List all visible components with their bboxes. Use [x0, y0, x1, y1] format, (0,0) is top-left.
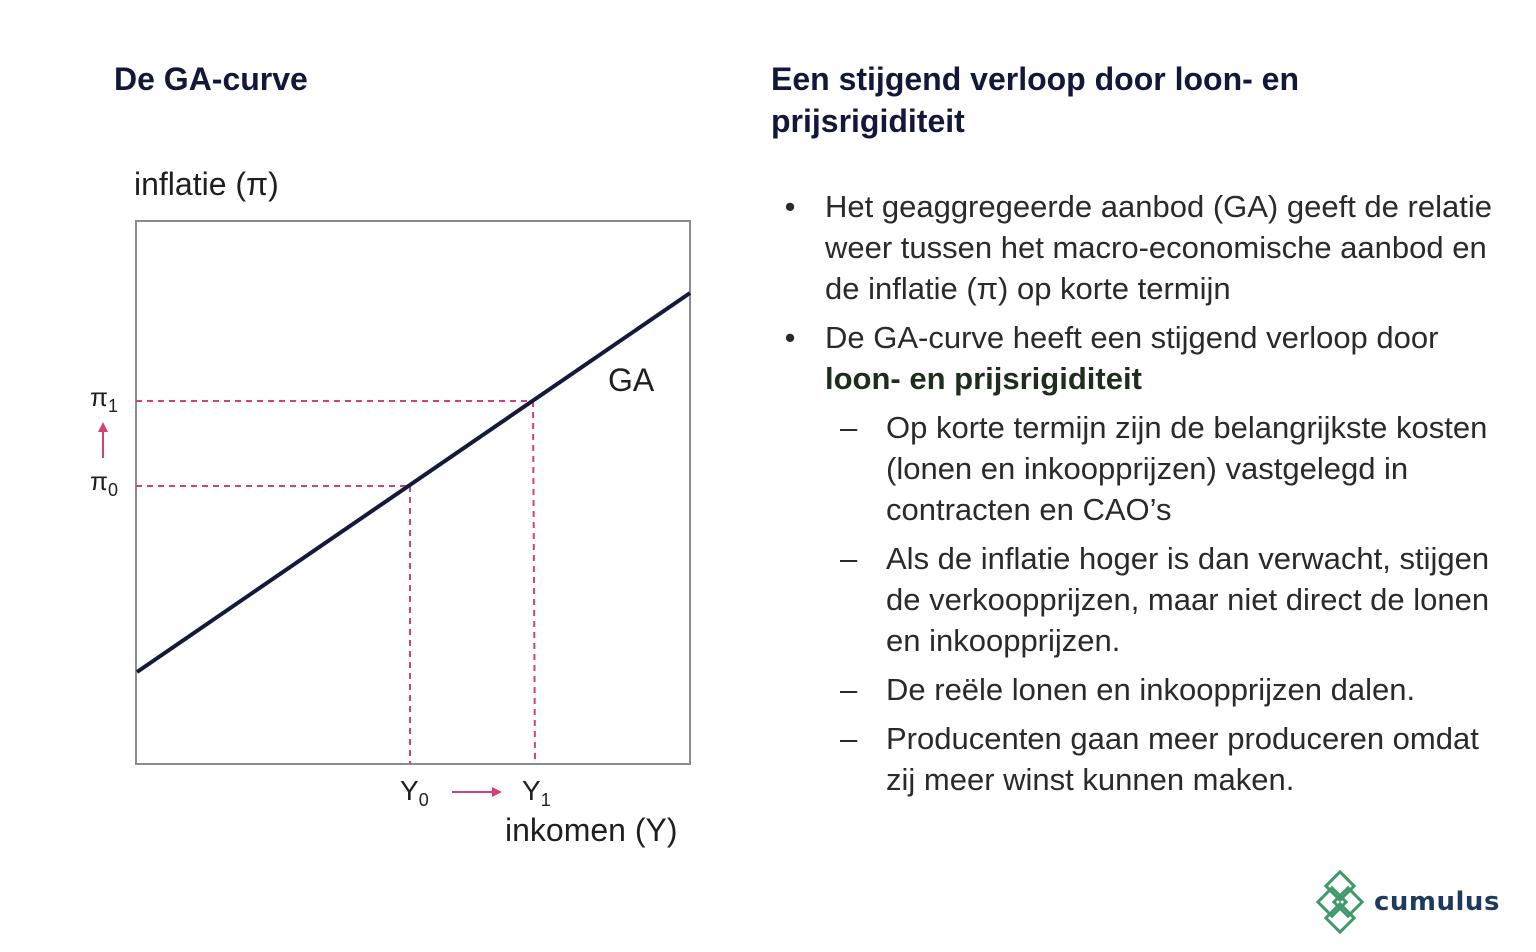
sub-bullet-text: Producenten gaan meer produceren omdat zij meer winst kunnen maken. [886, 721, 1479, 797]
sub-bullet-item [780, 669, 1500, 710]
ga-curve-label: GA [608, 362, 655, 398]
bullet-bold-text: loon- en prijsrigiditeit [825, 361, 1142, 396]
y-axis-label: inflatie (π) [134, 166, 279, 202]
y1-symbol: Y [522, 775, 541, 806]
sub-bullet-text: Op korte termijn zijn de belangrijkste kosten (lonen en inkoopprijzen) vastgelegd in contracten en CAO’s [886, 410, 1488, 527]
y0-label [400, 775, 429, 810]
bullet-marker: • [784, 320, 796, 355]
pi1-label [90, 382, 118, 416]
bullet-text: De GA-curve heeft een stijgend verloop door [825, 320, 1439, 355]
sub-bullet-item [780, 407, 1500, 530]
sub-bullet-marker: – [840, 410, 858, 445]
bullet-text: Het geaggregeerde aanbod (GA) geeft de relatie weer tussen het macro-economische aanbod en de inflatie (π) op korte termijn [825, 189, 1492, 306]
ga-curve-diagram [0, 0, 760, 952]
y1-subscript: 1 [540, 790, 551, 810]
sub-bullet-marker: – [840, 721, 858, 756]
pi0-symbol: π [90, 466, 108, 496]
sub-bullet-item [780, 538, 1500, 661]
sub-bullet-text: De reële lonen en inkoopprijzen dalen. [886, 672, 1416, 707]
sub-bullet-item [780, 718, 1500, 800]
cumulus-logo-text: cumulus [1374, 887, 1500, 917]
y0-symbol: Y [400, 775, 419, 806]
right-title: Een stijgend verloop door loon- en prijsrigiditeit [771, 61, 1300, 139]
cumulus-logo [1316, 870, 1500, 934]
pi1-symbol: π [90, 382, 108, 412]
bullet-item [780, 317, 1500, 399]
cumulus-logo-icon [1316, 870, 1368, 934]
pi1-subscript: 1 [107, 396, 118, 416]
plot-frame [136, 221, 690, 764]
pi0-subscript: 0 [107, 480, 118, 500]
bullet-item [780, 186, 1500, 309]
pi0-label [90, 466, 118, 500]
sub-bullet-text: Als de inflatie hoger is dan verwacht, stijgen de verkoopprijzen, maar niet direct de lonen en inkoopprijzen. [886, 541, 1490, 658]
sub-bullet-marker: – [840, 672, 858, 707]
bullet-marker: • [784, 189, 796, 224]
bullet-list [780, 186, 1500, 808]
y0-subscript: 0 [418, 790, 429, 810]
sub-bullet-marker: – [840, 541, 858, 576]
x-axis-label: inkomen (Y) [505, 812, 678, 848]
y1-label [522, 775, 551, 810]
left-title: De GA-curve [114, 61, 308, 97]
